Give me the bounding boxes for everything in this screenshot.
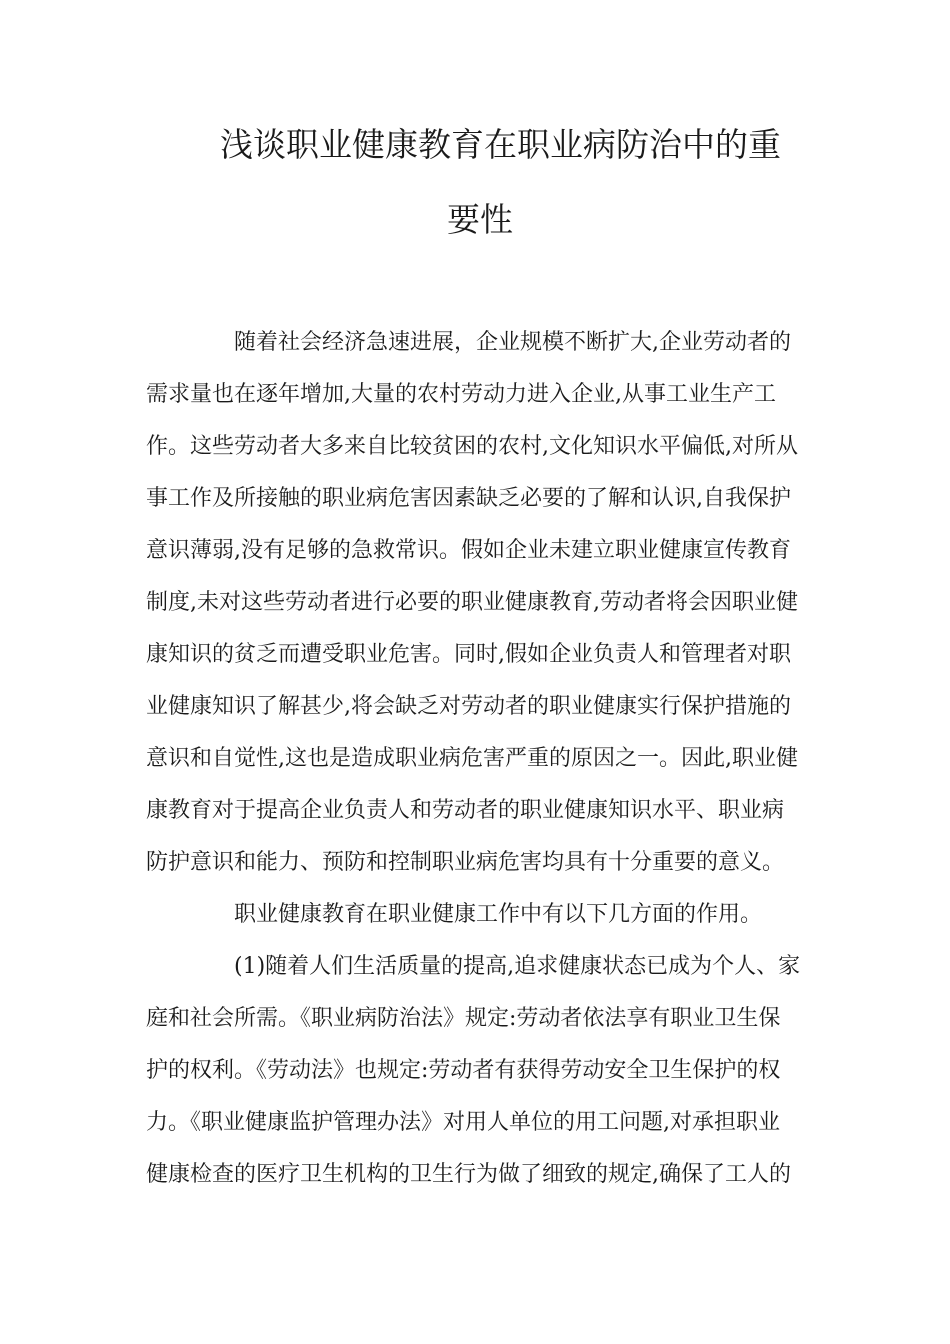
paragraph-line: 意识薄弱,没有足够的急救常识。假如企业未建立职业健康宣传教育 <box>146 538 791 563</box>
paragraph-line: 制度,未对这些劳动者进行必要的职业健康教育,劳动者将会因职业健 <box>146 590 798 615</box>
document-title-line-2: 要性 <box>447 200 513 239</box>
paragraph-line: (1)随着人们生活质量的提高,追求健康状态已成为个人、家 <box>234 954 801 979</box>
paragraph-line: 防护意识和能力、预防和控制职业病危害均具有十分重要的意义。 <box>146 850 785 875</box>
document-title-line-1: 浅谈职业健康教育在职业病防治中的重 <box>220 125 781 164</box>
paragraph-line: 护的权利。《劳动法》也规定:劳动者有获得劳动安全卫生保护的权 <box>146 1058 781 1083</box>
paragraph-line: 康教育对于提高企业负责人和劳动者的职业健康知识水平、职业病 <box>146 798 785 823</box>
paragraph-line: 意识和自觉性,这也是造成职业病危害严重的原因之一。因此,职业健 <box>146 746 798 771</box>
paragraph-line: 力。《职业健康监护管理办法》对用人单位的用工问题,对承担职业 <box>146 1110 780 1135</box>
paragraph-line: 庭和社会所需。《职业病防治法》规定:劳动者依法享有职业卫生保 <box>146 1006 781 1031</box>
paragraph-line: 需求量也在逐年增加,大量的农村劳动力进入企业,从事工业生产工 <box>146 382 776 407</box>
paragraph-line: 作。这些劳动者大多来自比较贫困的农村,文化知识水平偏低,对所从 <box>146 434 798 459</box>
paragraph-line: 事工作及所接触的职业病危害因素缺乏必要的了解和认识,自我保护 <box>146 486 791 511</box>
paragraph-line: 随着社会经济急速进展，企业规模不断扩大,企业劳动者的 <box>234 330 791 355</box>
paragraph-line: 业健康知识了解甚少,将会缺乏对劳动者的职业健康实行保护措施的 <box>146 694 791 719</box>
paragraph-line: 职业健康教育在职业健康工作中有以下几方面的作用。 <box>234 902 763 927</box>
paragraph-line: 康知识的贫乏而遭受职业危害。同时,假如企业负责人和管理者对职 <box>146 642 791 667</box>
paragraph-line: 健康检查的医疗卫生机构的卫生行为做了细致的规定,确保了工人的 <box>146 1162 791 1187</box>
